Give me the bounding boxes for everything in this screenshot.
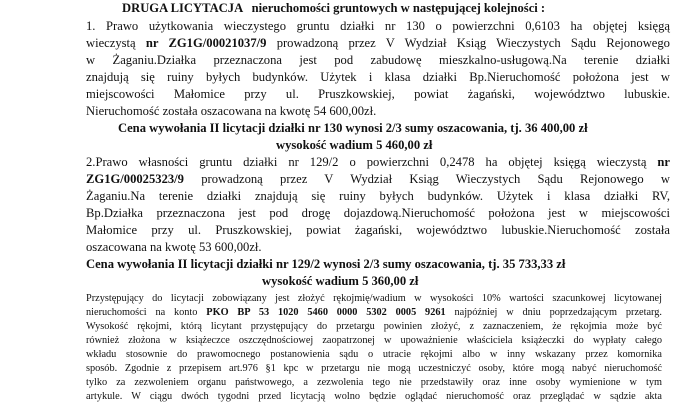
notice-line-4: również złożona w książeczce oszczędnościowej zaopatrzonej w upoważnienie właściciela książeczki do wypłaty całego	[86, 335, 662, 346]
notice-line-3: Wysokość rękojmi, którą licytant przystępujący do przetargu powinien złożyć, z zaznaczeniem, że rękojmia może być	[86, 321, 662, 332]
item1-land-register-number: nr ZG1G/00021037/9	[145, 36, 267, 50]
notice-line-1: Przystępujący do licytacji zobowiązany jest złożyć rękojmię/wadium w wysokości 10% wartości szacunkowej licytowanej	[86, 293, 662, 304]
item2-line-4: Bp.Działka przeznaczona jest pod drogę dojazdową.Nieruchomość położona jest w miejscowości	[86, 206, 670, 220]
item1-line-2	[86, 36, 670, 51]
notice-line-2	[86, 307, 662, 318]
item2-line-1-pre: 2.Prawo własności gruntu działki nr 129/2 o powierzchni 0,2478 ha objętej księgą wieczystą	[86, 155, 658, 169]
item2-line-2-post: prowadzoną przez V Wydział Ksiąg Wieczystych Sądu Rejonowego w	[183, 172, 670, 186]
item1-line-4: znajdują się ruiny byłych budynków. Użytek i klasa działki Bp.Nieruchomość położona jest w	[86, 70, 670, 84]
item2-line-1-bold: nr	[657, 155, 670, 169]
item1-line-3: w Żaganiu.Działka przeznaczona jest pod zabudowę mieszkalno-usługową.Na terenie działki	[86, 53, 670, 67]
item1-line-5: miejscowości Małomice przy ul. Pruszkowskiej, powiat żagański, województwo lubuskie.	[86, 87, 670, 101]
item1-line-2-pre: wieczystą	[86, 36, 146, 50]
item1-line-1: 1. Prawo użytkowania wieczystego gruntu działki nr 130 o powierzchni 0,6103 ha objętej księgą	[86, 19, 670, 33]
notice-line-5: wkładu stosownie do prawomocnego postanowienia sądu o utracie rękojmi albo w inny wskazany przez komornika	[86, 349, 662, 360]
item2-deposit: wysokość wadium 5 360,00 zł	[262, 274, 419, 288]
notice-line-2-pre: nieruchomości na konto	[86, 307, 207, 318]
heading-rest: nieruchomości gruntowych w następującej kolejności :	[251, 1, 546, 15]
heading-prefix: DRUGA LICYTACJA	[122, 1, 243, 15]
item1-price: Cena wywołania II licytacji działki nr 130 wynosi 2/3 sumy oszacowania, tj. 36 400,00 zł	[118, 121, 588, 135]
item2-line-2	[86, 172, 670, 187]
item2-price: Cena wywołania II licytacji działki nr 129/2 wynosi 2/3 sumy oszacowania, tj. 35 733,33 zł	[86, 257, 566, 271]
notice-line-6: sposób. Zgodnie z przepisem art.976 §1 kpc w przetargu nie mogą uczestniczyć osoby, które mogą nabyć nieruchomość	[86, 363, 662, 374]
notice-line-8: artykule. W ciągu dwóch tygodni przed licytacją wolno będzie oglądać nieruchomość oraz przeglądać w sądzie akta	[86, 391, 662, 402]
item2-line-3: Żaganiu.Na terenie działki znajdują się ruiny byłych budynków. Użytek i klasa działki RV,	[86, 189, 670, 203]
item2-land-register-number: ZG1G/00025323/9	[86, 172, 184, 186]
notice-line-2-post: najpóźniej w dniu poprzedzającym przetarg.	[445, 307, 662, 318]
notice-line-7: tylko za zezwoleniem organu państwowego, a zezwolenia tego nie przedstawiły oraz inne osoby wymienione w tym	[86, 377, 662, 388]
auction-heading	[122, 1, 545, 16]
item1-deposit: wysokość wadium 5 460,00 zł	[276, 138, 433, 152]
item1-line-6: Nieruchomość została oszacowana na kwotę 54 600,00zł.	[86, 104, 377, 118]
item2-line-1	[86, 155, 670, 170]
item2-line-6: oszacowana na kwotę 53 600,00zł.	[86, 240, 262, 254]
bank-account-number: PKO BP 53 1020 5460 0000 5302 0005 9261	[206, 307, 446, 318]
item1-line-2-post: prowadzoną przez V Wydział Ksiąg Wieczystych Sądu Rejonowego	[266, 36, 670, 50]
item2-line-5: Małomice przy ul. Pruszkowskiej, powiat żagański, województwo lubuskie.Nieruchomość została	[86, 223, 670, 237]
